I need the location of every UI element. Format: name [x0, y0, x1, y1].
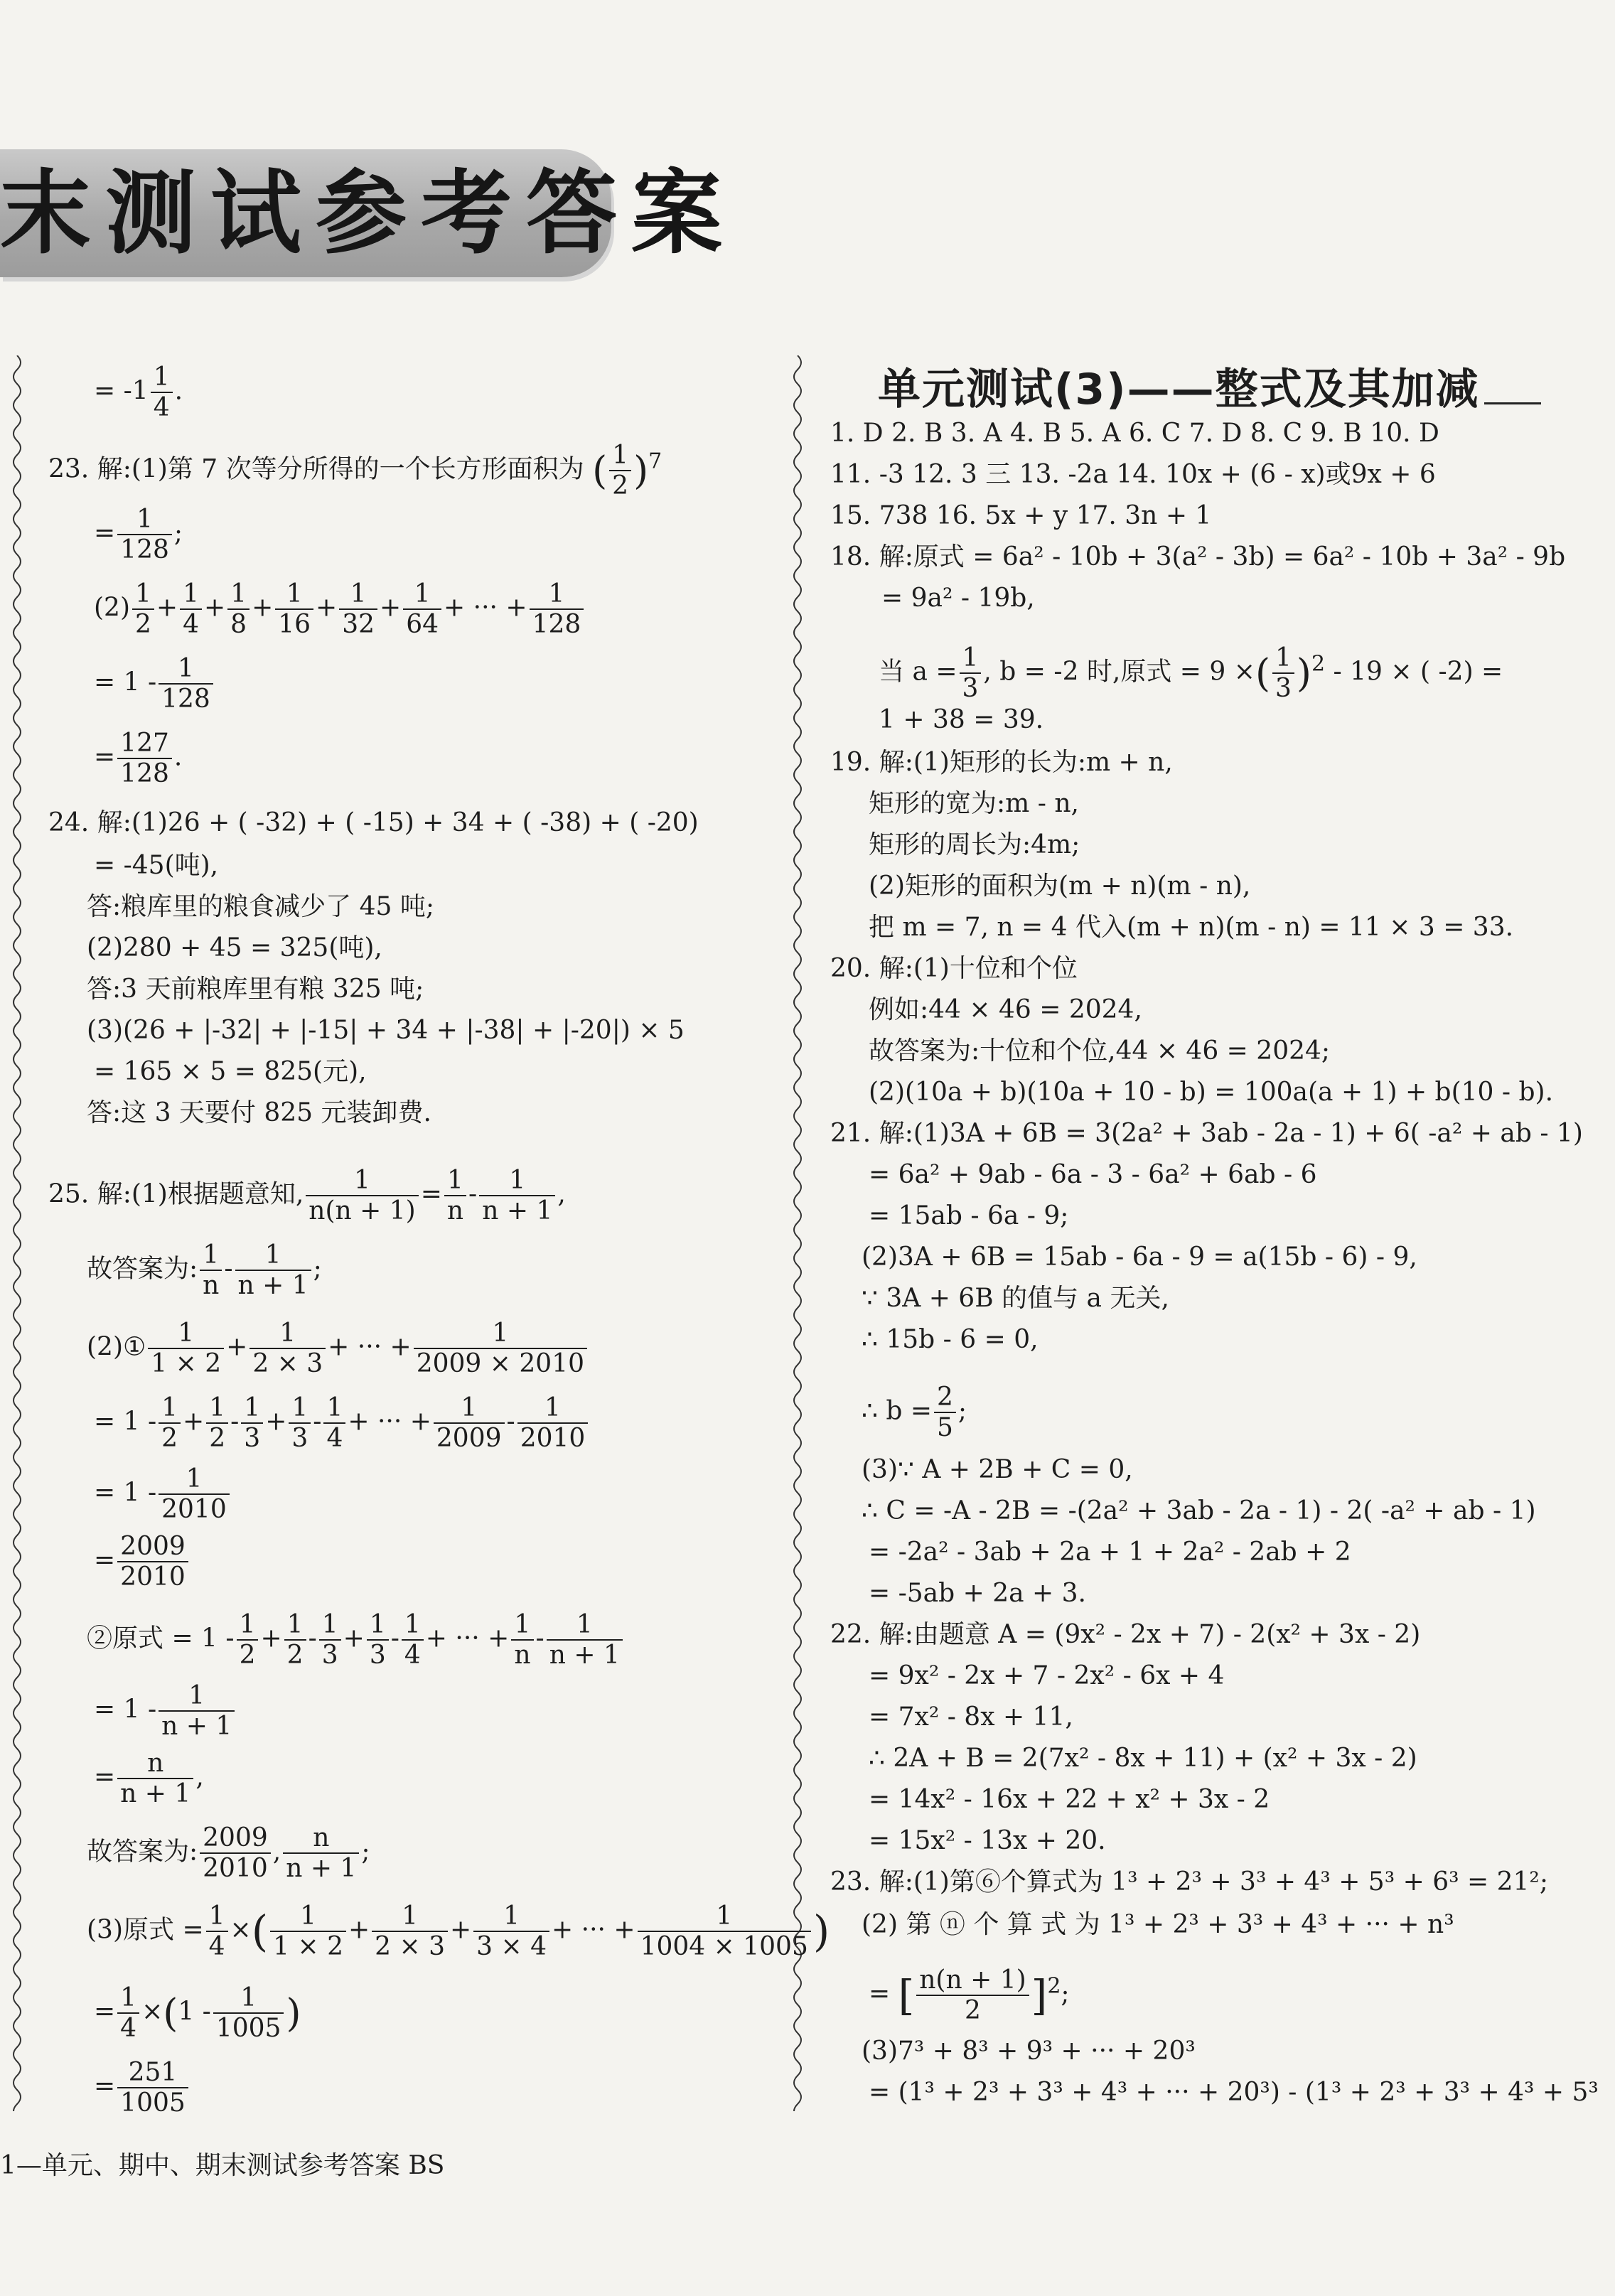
q23r-line-3: = [ $\frac{n(n + 1)}{2}$ ]$^2$; [869, 1965, 1070, 2026]
fraction [530, 579, 584, 640]
numerator: 1 [250, 1319, 326, 1349]
q19-line-1: 19. 解:(1)矩形的长为:m + n, [830, 748, 1173, 777]
denominator: 128 [120, 535, 169, 565]
denominator: 32 [342, 610, 375, 640]
q20-line-4: (2)(10a + b)(10a + 10 - b) = 100a(a + 1) + b(10 - b). [869, 1078, 1554, 1107]
fraction [402, 1610, 424, 1670]
q24-line-3: 答:粮库里的粮食减少了 45 吨; [87, 892, 434, 921]
numerator: 1 [402, 1610, 424, 1641]
q21-line-7: ∴ b = $\frac{2}{5}$ ; [862, 1383, 967, 1443]
denominator: n [446, 1196, 464, 1226]
fraction [180, 579, 202, 640]
q21-line-5: ∵ 3A + 6B 的值与 a 无关, [862, 1284, 1169, 1313]
q18-line-1: 18. 解:原式 = 6a² - 10b + 3(a² - 3b) = 6a² - 10b + 3a² - 9b [830, 542, 1566, 572]
numerator: 1 [270, 1901, 346, 1932]
numerator: 1 [339, 579, 377, 610]
denominator: n + 1 [120, 1779, 191, 1809]
fraction [117, 1983, 139, 2044]
denominator: 2010 [120, 1562, 186, 1592]
q23-sum: (2) $\frac{1}{2}$ + $\frac{1}{4}$ + $\frac{1}{8}$ + $\frac{1}{16}$ + $\frac{1}{32}$ + $\frac{1}{64}$ + ··· + $\frac{1}{128}$ [94, 579, 586, 640]
numerator: 1 [367, 1610, 389, 1641]
denominator: 16 [278, 610, 311, 640]
title-underline [1484, 402, 1541, 404]
numerator: n [117, 1749, 193, 1779]
q22-line-5: = 14x² - 16x + 22 + x² + 3x - 2 [869, 1785, 1270, 1814]
q23r-line-2: (2) 第 ⓝ 个 算 式 为 1³ + 2³ + 3³ + 4³ + ··· + n³ [862, 1910, 1454, 1939]
denominator: 1005 [120, 2088, 186, 2118]
fraction [206, 1901, 228, 1962]
numerator: 1 [434, 1393, 505, 1424]
q25-answer-2: 故答案为: $\frac{2009}{2010}$ , $\frac{n}{n + 1}$ ; [87, 1823, 370, 1884]
denominator: 2 × 3 [252, 1349, 323, 1379]
fraction [148, 1319, 224, 1379]
numerator: 1 [200, 1240, 222, 1271]
numerator: 1 [241, 1393, 263, 1424]
q24-line-2: = -45(吨), [94, 851, 219, 880]
numerator: n(n + 1) [916, 1965, 1029, 1996]
denominator: n + 1 [161, 1712, 232, 1742]
q25-part2-3: = 1 - $\frac{1}{2010}$ [94, 1464, 232, 1525]
center-wavy-divider [789, 355, 806, 2111]
q21-line-11: = -5ab + 2a + 3. [869, 1579, 1086, 1608]
fraction [250, 1319, 326, 1379]
denominator: 2 [239, 1641, 256, 1670]
denominator: n [203, 1271, 220, 1301]
fraction [511, 1610, 533, 1670]
fraction [960, 643, 982, 704]
q25-part3-1: (3)原式 = $\frac{1}{4}$ ×( $\frac{1}{1 \times 2}$ + $\frac{1}{2 \times 3}$ + $\frac{1}{3 \times 4}$ + ··· + $\frac{1}{1004 \times 1005}$ ) [87, 1901, 830, 1962]
q23r-line-5: = (1³ + 2³ + 3³ + 4³ + ··· + 20³) - (1³ + 2³ + 3³ + 4³ + 5³ [869, 2078, 1599, 2107]
denominator: 3 [244, 1424, 261, 1454]
denominator: 128 [532, 610, 581, 640]
numerator: 1 [530, 579, 584, 610]
q25-part2-4: = $\frac{2009}{2010}$ [94, 1532, 191, 1592]
numerator: 1 [473, 1901, 549, 1932]
numerator: 1 [206, 1393, 228, 1424]
fraction [159, 1393, 181, 1454]
q21-line-6: ∴ 15b - 6 = 0, [862, 1325, 1039, 1354]
denominator: 3 [291, 1424, 308, 1454]
fraction [117, 2058, 188, 2118]
denominator: 1 × 2 [273, 1932, 343, 1962]
denominator: 2 [612, 471, 629, 501]
q23-result-1: = $\frac{1}{128}$ ; [94, 505, 183, 565]
fraction [916, 1965, 1029, 2026]
numerator: 1 [151, 363, 173, 393]
numerator: 1 [213, 1983, 284, 2014]
q20-line-1: 20. 解:(1)十位和个位 [830, 954, 1078, 983]
denominator: n(n + 1) [308, 1196, 416, 1226]
fraction [159, 654, 213, 714]
denominator: 2 [286, 1641, 304, 1670]
denominator: n + 1 [482, 1196, 553, 1226]
numerator: 1 [284, 1610, 306, 1641]
ans-line-2: 11. -3 12. 3 三 13. -2a 14. 10x + (6 - x)或9x + 6 [830, 460, 1436, 489]
denominator: 3 [369, 1641, 386, 1670]
fraction [517, 1393, 589, 1454]
denominator: 3 × 4 [476, 1932, 547, 1962]
numerator: 1 [609, 441, 631, 471]
denominator: 1004 × 1005 [640, 1932, 808, 1962]
q21-line-9: ∴ C = -A - 2B = -(2a² + 3ab - 2a - 1) - 2( -a² + ab - 1) [862, 1496, 1536, 1525]
q24-line-7: = 165 × 5 = 825(元), [94, 1057, 367, 1086]
q20-line-2: 例如:44 × 46 = 2024, [869, 995, 1142, 1024]
q22-line-2: = 9x² - 2x + 7 - 2x² - 6x + 4 [869, 1661, 1225, 1690]
numerator: 2009 [117, 1532, 188, 1562]
denominator: 4 [404, 1641, 421, 1670]
q25-part2-1: (2)① $\frac{1}{1 \times 2}$ + $\frac{1}{2 \times 3}$ + ··· + $\frac{1}{2009 \times 2010}$ [87, 1319, 589, 1379]
ans-line-3: 15. 738 16. 5x + y 17. 3n + 1 [830, 501, 1212, 530]
q24-line-6: (3)(26 + |-32| + |-15| + 34 + |-38| + |-20|) × 5 [87, 1016, 685, 1045]
q20-line-3: 故答案为:十位和个位,44 × 46 = 2024; [869, 1036, 1331, 1066]
denominator: 5 [937, 1413, 953, 1443]
q25-part2-7: = $\frac{n}{n + 1}$ , [94, 1749, 204, 1809]
numerator: 1 [237, 1610, 259, 1641]
fraction [372, 1901, 448, 1962]
numerator: 1 [638, 1901, 811, 1932]
q24-line-5: 答:3 天前粮库里有粮 325 吨; [87, 975, 424, 1004]
numerator: 1 [289, 1393, 311, 1424]
denominator: 2 [135, 610, 151, 640]
denominator: 4 [208, 1932, 225, 1962]
line-result: = -1 $\frac{1}{4}$ . [94, 363, 183, 423]
fraction [323, 1393, 345, 1454]
q19-line-5: 把 m = 7, n = 4 代入(m + n)(m - n) = 11 × 3 = 33. [869, 913, 1514, 942]
q22-line-6: = 15x² - 13x + 20. [869, 1826, 1106, 1855]
fraction [306, 1166, 418, 1226]
denominator: 4 [183, 610, 199, 640]
fraction [403, 579, 441, 640]
denominator: n [514, 1641, 531, 1670]
q21-line-8: (3)∵ A + 2B + C = 0, [862, 1455, 1133, 1484]
fraction [473, 1901, 549, 1962]
fraction [638, 1901, 811, 1962]
fraction [213, 1983, 284, 2044]
q19-line-4: (2)矩形的面积为(m + n)(m - n), [869, 871, 1251, 901]
numerator: 251 [117, 2058, 188, 2088]
section-title: 单元测试(3)——整式及其加减 [878, 365, 1480, 414]
q21-line-3: = 15ab - 6a - 9; [869, 1201, 1069, 1230]
numerator: 1 [117, 1983, 139, 2014]
fraction [237, 1610, 259, 1670]
denominator: 2 [161, 1424, 178, 1454]
fraction [117, 1749, 193, 1809]
numerator: 1 [372, 1901, 448, 1932]
fraction [479, 1166, 555, 1226]
numerator: 1 [159, 1681, 235, 1712]
fraction [434, 1393, 505, 1454]
q25-part2-2: = 1 - $\frac{1}{2}$ + $\frac{1}{2}$ - $\frac{1}{3}$ + $\frac{1}{3}$ - $\frac{1}{4}$ + ··· + $\frac{1}{2009}$ - $\frac{1}{2010}$ [94, 1393, 590, 1454]
denominator: n + 1 [549, 1641, 620, 1670]
fraction [609, 441, 631, 501]
q19-line-2: 矩形的宽为:m - n, [869, 789, 1079, 818]
denominator: 128 [161, 685, 210, 714]
fraction [241, 1393, 263, 1454]
denominator: n + 1 [286, 1854, 357, 1884]
numerator: 1 [960, 643, 982, 674]
denominator: 2 [209, 1424, 226, 1454]
numerator: 1 [403, 579, 441, 610]
q18-line-3: 当 a = $\frac{1}{3}$ , b = -2 时,原式 = 9 ×( $\frac{1}{3}$ )$^2$ - 19 × ( -2) = [879, 643, 1503, 704]
denominator: 3 [1275, 674, 1292, 704]
q21-line-2: = 6a² + 9ab - 6a - 3 - 6a² + 6ab - 6 [869, 1160, 1317, 1189]
denominator: 4 [120, 2014, 137, 2044]
fraction [414, 1319, 587, 1379]
denominator: 2009 × 2010 [416, 1349, 585, 1379]
denominator: 2010 [203, 1854, 268, 1884]
fraction [283, 1823, 359, 1884]
page-footer: 1—单元、期中、期末测试参考答案 BS [0, 2151, 445, 2180]
fraction [117, 1532, 188, 1592]
fraction [117, 505, 172, 565]
fraction [367, 1610, 389, 1670]
denominator: 8 [230, 610, 247, 640]
q22-line-3: = 7x² - 8x + 11, [869, 1702, 1073, 1732]
q24-line-8: 答:这 3 天要付 825 元装卸费. [87, 1098, 431, 1127]
q23r-line-4: (3)7³ + 8³ + 9³ + ··· + 20³ [862, 2037, 1196, 2066]
numerator: 1 [1272, 643, 1294, 674]
numerator: 1 [206, 1901, 228, 1932]
q22-line-1: 22. 解:由题意 A = (9x² - 2x + 7) - 2(x² + 3x - 2) [830, 1620, 1421, 1649]
fraction [159, 1464, 230, 1525]
denominator: n + 1 [237, 1271, 308, 1301]
fraction [151, 363, 173, 423]
fraction [117, 729, 172, 789]
denominator: 2010 [520, 1424, 586, 1454]
numerator: 1 [275, 579, 313, 610]
fraction [547, 1610, 623, 1670]
denominator: 1005 [215, 2014, 281, 2044]
q25-part2-6: = 1 - $\frac{1}{n + 1}$ [94, 1681, 237, 1742]
fraction [206, 1393, 228, 1454]
fraction [275, 579, 313, 640]
numerator: 1 [227, 579, 250, 610]
numerator: 1 [117, 505, 172, 535]
numerator: 1 [511, 1610, 533, 1641]
q24-line-1: 24. 解:(1)26 + ( -32) + ( -15) + 34 + ( -38) + ( -20) [48, 808, 699, 837]
fraction [339, 579, 377, 640]
denominator: 3 [962, 674, 979, 704]
numerator: n [283, 1823, 359, 1854]
fraction [159, 1681, 235, 1742]
fraction [1272, 643, 1294, 704]
q23r-line-1: 23. 解:(1)第⑥个算式为 1³ + 2³ + 3³ + 4³ + 5³ + 6³ = 21²; [830, 1867, 1548, 1897]
numerator: 1 [180, 579, 202, 610]
denominator: 64 [406, 610, 439, 640]
q25-answer-1: 故答案为: $\frac{1}{n}$ - $\frac{1}{n + 1}$ ; [87, 1240, 322, 1301]
numerator: 1 [159, 654, 213, 685]
fraction [235, 1240, 311, 1301]
denominator: 4 [326, 1424, 343, 1454]
q25-part2-5: ②原式 = 1 - $\frac{1}{2}$ + $\frac{1}{2}$ - $\frac{1}{3}$ + $\frac{1}{3}$ - $\frac{1}{4}$ + ··· + $\frac{1}{n}$ - $\frac{1}{n + 1}$ [87, 1610, 625, 1670]
q18-line-4: 1 + 38 = 39. [879, 705, 1044, 734]
q24-line-4: (2)280 + 45 = 325(吨), [87, 933, 382, 962]
numerator: 1 [132, 579, 154, 610]
q23-final: = $\frac{127}{128}$ . [94, 729, 183, 789]
fraction [132, 579, 154, 640]
numerator: 2 [934, 1383, 956, 1413]
q18-line-2: = 9a² - 19b, [881, 584, 1035, 613]
q23-step: = 1 - $\frac{1}{128}$ [94, 654, 215, 714]
q25-part3-2: = $\frac{1}{4}$ ×(1 - $\frac{1}{1005}$ ) [94, 1983, 301, 2044]
numerator: 1 [235, 1240, 311, 1271]
fraction [284, 1610, 306, 1670]
numerator: 1 [323, 1393, 345, 1424]
q25-line-1: 25. 解:(1)根据题意知, $\frac{1}{n(n + 1)}$ = $\frac{1}{n}$ - $\frac{1}{n + 1}$ , [48, 1166, 566, 1226]
banner-title: 末测试参考答案 [0, 160, 737, 267]
denominator: 128 [120, 759, 169, 789]
numerator: 1 [444, 1166, 466, 1196]
numerator: 1 [414, 1319, 587, 1349]
denominator: 3 [321, 1641, 338, 1670]
numerator: 127 [117, 729, 172, 759]
left-wavy-border [9, 355, 26, 2111]
numerator: 2009 [200, 1823, 271, 1854]
q21-line-1: 21. 解:(1)3A + 6B = 3(2a² + 3ab - 2a - 1) + 6( -a² + ab - 1) [830, 1119, 1583, 1148]
numerator: 1 [479, 1166, 555, 1196]
denominator: 2010 [161, 1495, 227, 1525]
q21-line-10: = -2a² - 3ab + 2a + 1 + 2a² - 2ab + 2 [869, 1538, 1351, 1567]
numerator: 1 [306, 1166, 418, 1196]
fraction [444, 1166, 466, 1226]
numerator: 1 [547, 1610, 623, 1641]
denominator: 2009 [436, 1424, 502, 1454]
q22-line-4: ∴ 2A + B = 2(7x² - 8x + 11) + (x² + 3x - 2) [869, 1744, 1417, 1773]
denominator: 2 [965, 1996, 981, 2026]
q23-line: 23. 解:(1)第 7 次等分所得的一个长方形面积为 ( $\frac{1}{2}$ )$^7$ [48, 441, 662, 501]
fraction [200, 1823, 271, 1884]
numerator: 1 [517, 1393, 589, 1424]
fraction [270, 1901, 346, 1962]
numerator: 1 [159, 1464, 230, 1495]
fraction [319, 1610, 341, 1670]
q19-line-3: 矩形的周长为:4m; [869, 830, 1080, 859]
fraction [200, 1240, 222, 1301]
numerator: 1 [148, 1319, 224, 1349]
fraction [934, 1383, 956, 1443]
numerator: 1 [159, 1393, 181, 1424]
q21-line-4: (2)3A + 6B = 15ab - 6a - 9 = a(15b - 6) - 9, [862, 1243, 1417, 1272]
denominator: 4 [153, 393, 170, 423]
denominator: 1 × 2 [151, 1349, 222, 1379]
numerator: 1 [319, 1610, 341, 1641]
ans-line-1: 1. D 2. B 3. A 4. B 5. A 6. C 7. D 8. C 9. B 10. D [830, 419, 1439, 448]
q25-part3-3: = $\frac{251}{1005}$ [94, 2058, 191, 2118]
fraction [289, 1393, 311, 1454]
denominator: 2 × 3 [375, 1932, 445, 1962]
fraction [227, 579, 250, 640]
